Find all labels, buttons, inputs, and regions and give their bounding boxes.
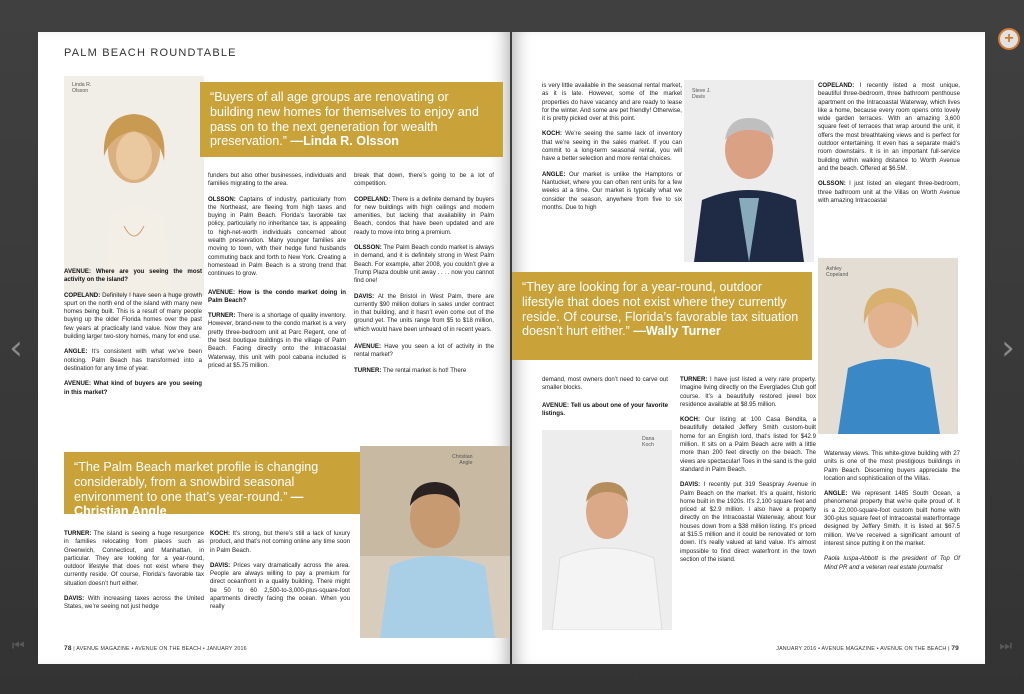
photo-linda-olsson bbox=[64, 76, 204, 296]
author-byline: Paola Iuspa-Abbott is the president of Top Of Mind PR and a veteran real estate journalist bbox=[824, 555, 960, 571]
right-page bbox=[512, 32, 985, 664]
left-bottom-column-2: KOCH: It’s strong, but there’s still a lack of luxury product, and that’s not coming online any time soon in Palm Beach. DAVIS: Prices vary dramatically across the area. People are always willing to pay a premium for direct oceanfront in a quality building. There might be 50 to 60 2,500-to-3,000-plus-square-foot apartments directly facing the ocean. When you really bbox=[210, 530, 350, 611]
pull-quote-olsson bbox=[200, 82, 503, 157]
pull-quote-angle-text: “The Palm Beach market profile is changing considerably, from a snowbird seasonal environment to one that’s year-round.” bbox=[74, 460, 319, 504]
caption-olsson: Linda R. Olsson bbox=[72, 82, 92, 95]
right-middle-column-3: Waterway views. This white-glove building with 27 units is one of the most prestigious buildings in Palm Beach. Discerning buyers appreciate the location and sophistication of the Villas. ANGLE: We represent 1485 South Ocean, a phenomenal property that we’re quite proud of. It is a 22,000-square-foot custom built home with 300-plus square feet of Intracoastal waterfrontage designed by Jeffery Smith. It is listed at $67.5 million. We’ve received a significant amount of interest since putting it on the market. Paola Iuspa-Abbott is the president of Top Of Mind PR and a veteran real estate journalist bbox=[824, 450, 960, 571]
folio-left: 78 | AVENUE MAGAZINE • AVENUE ON THE BEACH • JANUARY 2016 bbox=[64, 645, 247, 652]
pull-quote-turner-author: —Wally Turner bbox=[633, 324, 721, 339]
add-icon[interactable]: + bbox=[998, 28, 1020, 50]
pull-quote-angle-author: —Christian Angle bbox=[74, 489, 304, 519]
pull-quote-turner bbox=[512, 272, 812, 360]
left-column-2: funders but also other businesses, individuals and families migrating to the area. OLSSON: Captains of industry, particularly from the Northeast, are fleeing from high taxes and buying in Palm Beach. Florida’s favorable tax policy, particularly no inheritance tax, is appealing to high-net-worth individuals concerned about wealth preservation. Many younger families are moving to town, with their hedge fund husbands commuting back and forth to New York. Creating a homestead in Palm Beach is a strong trend that continues to grow. AVENUE: How is the condo market doing in Palm Beach? TURNER: There is a shortage of quality inventory. However, brand-new to the condo market is a very pretty three-bedroom unit at Parc Regent, one of the best boutique buildings in the village of Palm Beach. Facing directly onto the Intracoastal Waterway, this unit with pool cabana included is priced at $5.75 million. bbox=[208, 172, 346, 369]
photo-ashley-copeland bbox=[818, 258, 958, 434]
pull-quote-olsson-author: —Linda R. Olsson bbox=[290, 134, 399, 149]
caption-copeland: Ashley Copeland bbox=[826, 266, 849, 279]
caption-koch: Dana Koch bbox=[642, 436, 655, 449]
right-middle-column-1: demand, most owners don’t need to carve out smaller blocks. AVENUE: Tell us about one of your favorite listings. bbox=[542, 376, 668, 417]
caption-davis: Steve J. Davis bbox=[692, 88, 711, 101]
right-column-1: is very little available in the seasonal rental market, as it is late. However, some of the market properties do have vacancy and are ready to lease for the winter. And some are pet friendly! Otherwise, it is pretty picked over at this point. KOCH: We’re seeing the same lack of inventory that we’re seeing in the sales market. If you can commit to a long-term seasonal rental, you will have a better selection and more rental choices. ANGLE: Our market is unlike the Hamptons or Nantucket, where you can often rent units for a few weeks at a time. Our market is typically what we consider the season, anywhere from five to six months. Due to high bbox=[542, 82, 682, 211]
left-column-1: AVENUE: Where are you seeing the most activity on the island? COPELAND: Definitely I have seen a huge growth spurt on the north end of the island with many new homes being built. This is a result of many people buying up the older Florida homes over the past few years at practically land value. Now they are building larger two-story homes, many for end use. ANGLE: It’s consistent with what we’ve been noticing. Palm Beach has transformed into a destination for any time of year. AVENUE: What kind of buyers are you seeing in this market? bbox=[64, 268, 202, 396]
photo-christian-angle bbox=[360, 446, 510, 638]
right-column-3: COPELAND: I recently listed a most unique, beautiful three-bedroom, three bathroom penthouse apartment on the Intracoastal Waterway, which lives like a home, because every room opens onto lovely wide garden terraces. With an amazing 3,600 square feet of terraces that wrap around the unit, it offers the most breathtaking views and is perfect for outdoor entertaining. It even has a separate maid’s room downstairs. It is in an important full-service building within walking distance to Worth Avenue and the beach. Offered at $6.5M. OLSSON: I just listed an elegant three-bedroom, three bathroom unit at the Villas on Worth Avenue with amazing Intracoastal bbox=[818, 82, 960, 204]
left-column-3: break that down, there’s going to be a lot of competition. COPELAND: There is a definite demand by buyers for new buildings with high ceilings and modern amenities, but lacking that availability in Palm Beach, condos that have been updated and are ready to move into bring a premium. OLSSON: The Palm Beach condo market is always in demand, and it is definitely strong in West Palm Beach. For example, after 2008, you couldn’t give a Trump Plaza double unit away . . . . now you cannot find one! DAVIS: At the Bristol in West Palm, there are currently $90 million dollars in sales under contract in that building, and it hasn’t even come out of the ground yet. The units range from $5 to $18 million, which would have been unheard of in recent years. AVENUE: Have you seen a lot of activity in the rental market? TURNER: The rental market is hot! There bbox=[354, 172, 494, 374]
pull-quote-turner-text: “They are looking for a year-round, outdoor lifestyle that does not exist where they currently reside. Of course, Florida’s favorable tax situation doesn’t hurt either.” bbox=[522, 280, 799, 339]
left-bottom-column-1: TURNER: The island is seeing a huge resurgence in families relocating from places such as Greenwich, Connecticut, and Manhattan, in particular. They are looking for a year-round, outdoor lifestyle that does not exist where they currently reside. Of course, Florida’s favorable tax situation doesn’t hurt either. DAVIS: With increasing taxes across the United States, we’re seeing not just hedge bbox=[64, 530, 204, 611]
last-page-icon[interactable]: ⏭ bbox=[999, 638, 1012, 654]
photo-steve-davis bbox=[684, 80, 814, 262]
photo-dana-koch bbox=[542, 430, 672, 630]
left-page bbox=[38, 32, 510, 664]
pull-quote-olsson-text: “Buyers of all age groups are renovating or building new homes for themselves to enjoy and pass on to the next generation for wealth preservation.” bbox=[210, 90, 479, 149]
section-title: PALM BEACH ROUNDTABLE bbox=[64, 47, 237, 59]
caption-angle: Christian Angle bbox=[452, 454, 473, 467]
next-page-arrow-icon[interactable]: › bbox=[1001, 328, 1015, 368]
prev-page-arrow-icon[interactable]: ‹ bbox=[9, 328, 23, 368]
folio-right: JANUARY 2016 • AVENUE MAGAZINE • AVENUE ON THE BEACH | 79 bbox=[776, 645, 959, 652]
first-page-icon[interactable]: ⏮ bbox=[12, 638, 25, 654]
right-middle-column-2: TURNER: I have just listed a very rare property. Imagine living directly on the Everglades Club golf course. It’s a beautifully restored jewel box residence available at $8.95 million. KOCH: Our listing at 100 Casa Bendita, a beautifully detailed Jeffery Smith custom-built home for an English lord, that’s listed for $42.9 million. It sits on a Palm Beach acre with a little more than 200 feet directly on the beach. The views are spectacular! Toes in the sand is the gold standard in Palm Beach. DAVIS: I recently put 319 Seaspray Avenue in Palm Beach on the market. It’s a quaint, historic home built in the 1920s. It’s 2,100 square feet and priced at $2.9 million. I also have a property directly on the Intracoastal Waterway, about four houses down from a $38 million listing. It’s priced at $15.5 million and it could be renovated or torn down. It’s really valued at land value. It’s almost impossible to find direct waterfront in the town section of the island. bbox=[680, 376, 816, 563]
pull-quote-angle bbox=[64, 452, 360, 519]
